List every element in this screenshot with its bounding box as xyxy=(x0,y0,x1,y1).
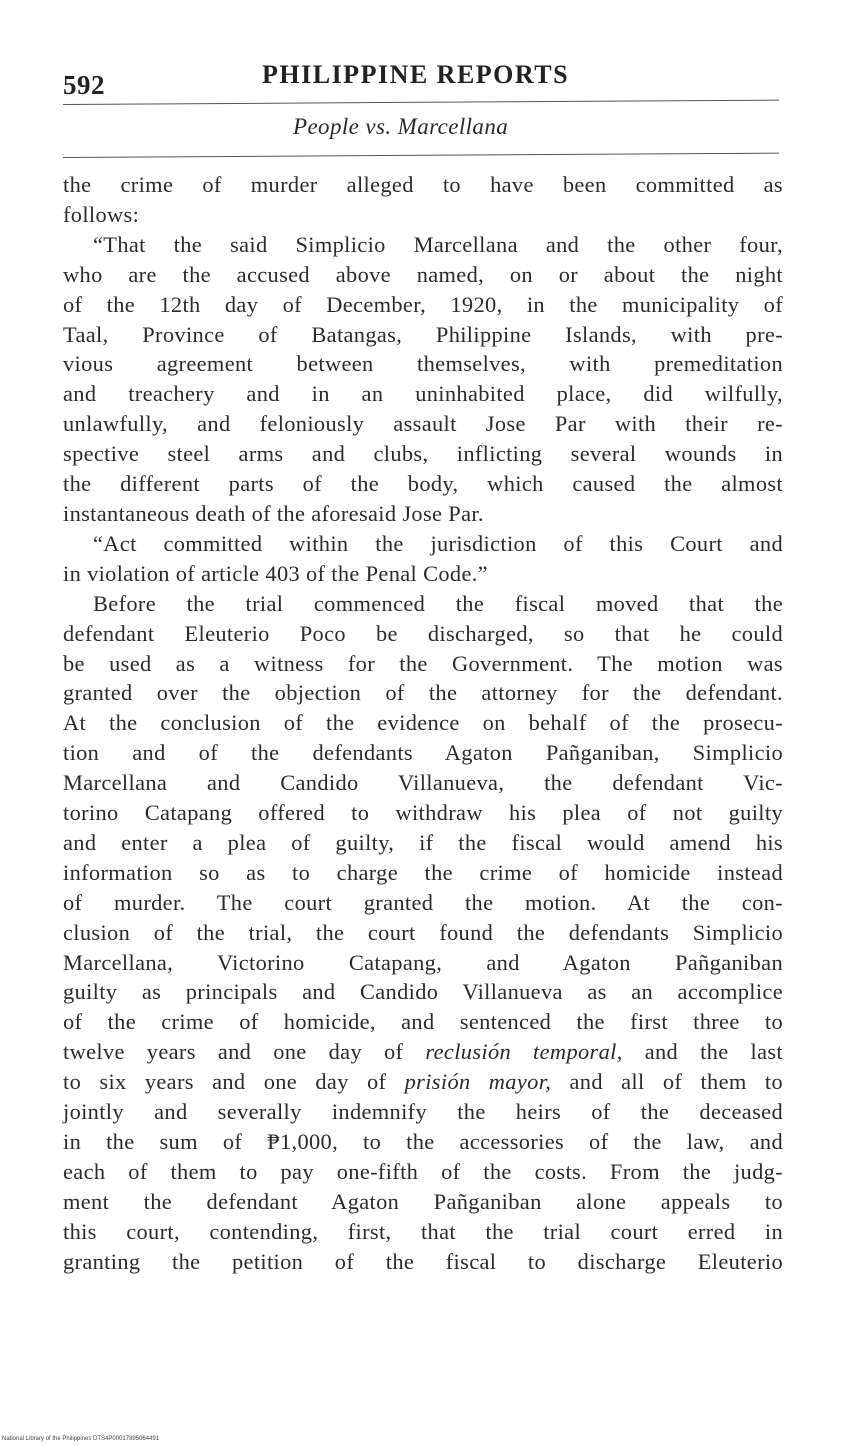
text-line: “That the said Simplicio Marcellana and the other four, xyxy=(93,231,783,257)
text-line: “Act committed within the jurisdiction of this Court and xyxy=(93,530,783,556)
text-line: granted over the objection of the attorney for the defendant. xyxy=(63,680,783,706)
text-line: jointly and severally indemnify the heirs of the deceased xyxy=(63,1099,783,1125)
text-line: in the sum of ₱1,000, to the accessories of the law, and xyxy=(63,1129,783,1154)
text-line: instantaneous death of the aforesaid Jose Par. xyxy=(63,500,484,526)
text-line: ment the defendant Agaton Pañganiban alone appeals to xyxy=(63,1188,783,1214)
text-line: tion and of the defendants Agaton Pañganiban, Simplicio xyxy=(63,740,783,766)
text-line: Marcellana and Candido Villanueva, the defendant Vic- xyxy=(63,770,783,796)
text-line: unlawfully, and feloniously assault Jose Par with their re- xyxy=(63,411,783,437)
scan-credit: National Library of the Philippines DTS4P00017895064491 xyxy=(2,1436,160,1442)
text-run: and all of them to xyxy=(569,1069,783,1095)
text-line-with-italics xyxy=(63,1037,783,1067)
text-line: of the crime of homicide, and sentenced the first three to xyxy=(63,1009,783,1035)
text-line: follows: xyxy=(63,201,140,227)
text-line: and treachery and in an uninhabited place, did wilfully, xyxy=(63,381,783,407)
text-line: defendant Eleuterio Poco be discharged, so that he could xyxy=(63,620,783,646)
text-line: in violation of article 403 of the Penal Code.” xyxy=(63,560,488,586)
text-line: Taal, Province of Batangas, Philippine Islands, with pre- xyxy=(63,321,783,347)
text-line: the different parts of the body, which caused the almost xyxy=(63,471,783,497)
header-rule-bottom xyxy=(63,153,779,158)
running-title: PHILIPPINE REPORTS xyxy=(262,60,570,89)
text-line: clusion of the trial, the court found the defendants Simplicio xyxy=(63,919,783,945)
text-line: guilty as principals and Candido Villanueva as an accomplice xyxy=(63,979,783,1005)
text-line: Marcellana, Victorino Catapang, and Agaton Pañganiban xyxy=(63,949,783,975)
text-line: who are the accused above named, on or about the night xyxy=(63,261,783,287)
text-line-with-italics xyxy=(63,1067,783,1097)
text-line: be used as a witness for the Government. The motion was xyxy=(63,650,783,676)
text-line: torino Catapang offered to withdraw his plea of not guilty xyxy=(63,800,783,826)
text-run: to six years and one day of xyxy=(63,1069,387,1095)
text-line: of the 12th day of December, 1920, in the municipality of xyxy=(63,291,783,317)
text-line: spective steel arms and clubs, inflicting several wounds in xyxy=(63,441,783,467)
text-line: each of them to pay one-fifth of the costs. From the judg- xyxy=(63,1158,783,1184)
text-line: information so as to charge the crime of homicide instead xyxy=(63,859,783,885)
text-line: this court, contending, first, that the trial court erred in xyxy=(63,1218,783,1244)
text-line: Before the trial commenced the fiscal moved that the xyxy=(93,590,783,616)
text-line: the crime of murder alleged to have been committed as xyxy=(63,172,783,197)
text-line: At the conclusion of the evidence on behalf of the prosecu- xyxy=(63,710,783,736)
text-line: vious agreement between themselves, with premeditation xyxy=(63,351,783,377)
latin-term: reclusión temporal, xyxy=(425,1039,623,1065)
header-rule-top xyxy=(63,100,779,105)
case-title: People vs. Marcellana xyxy=(293,114,509,139)
page-number: 592 xyxy=(63,70,105,100)
body-text xyxy=(63,170,783,1277)
text-line: and enter a plea of guilty, if the fiscal would amend his xyxy=(63,829,783,855)
text-run: and the last xyxy=(644,1039,784,1065)
text-line: granting the petition of the fiscal to discharge Eleuterio xyxy=(63,1248,783,1274)
text-run: twelve years and one day of xyxy=(63,1039,404,1065)
text-line: of murder. The court granted the motion. At the con- xyxy=(63,889,783,915)
latin-term: prisión mayor, xyxy=(404,1069,552,1095)
